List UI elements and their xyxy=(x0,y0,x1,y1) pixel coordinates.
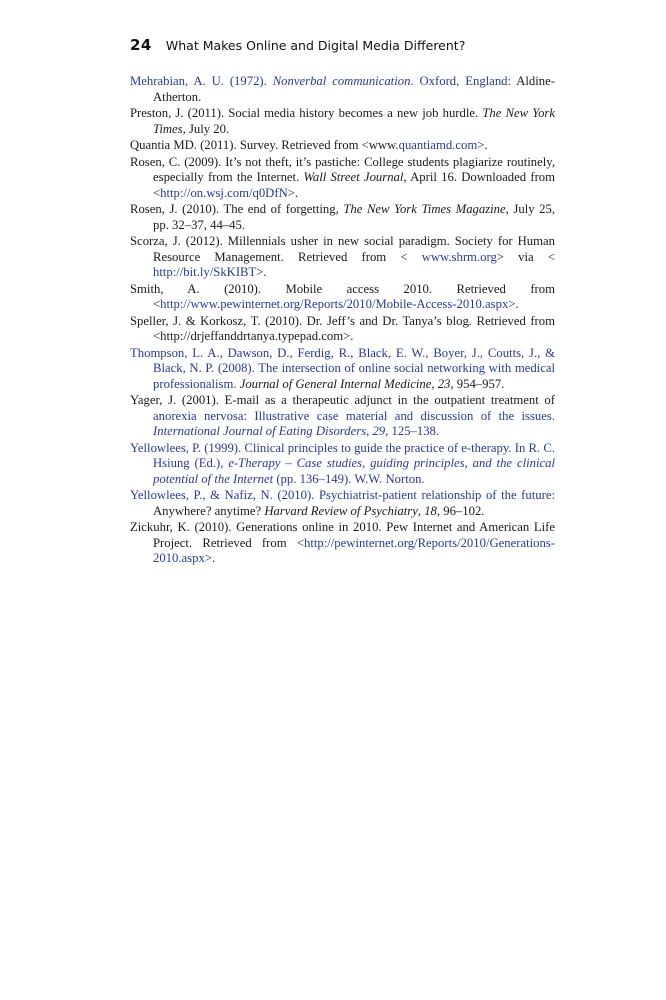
reference-entry xyxy=(130,202,555,233)
reference-entry xyxy=(130,74,555,105)
reference-text: Zickuhr, K. (2010). Generations online in 2010. Pew Internet and American Life Project. Retrieved from < xyxy=(130,520,555,550)
reference-text: Mehrabian, A. U. (1972). xyxy=(130,74,273,88)
reference-entry xyxy=(130,106,555,137)
reference-text: Scorza, J. (2012). Millennials usher in new social paradigm. Society for Human Resource Management. Retrieved from < xyxy=(130,234,555,264)
reference-entry xyxy=(130,155,555,202)
reference-entry xyxy=(130,520,555,567)
reference-text: >. xyxy=(508,297,519,311)
reference-text: . Oxford, England: xyxy=(410,74,517,88)
reference-entry xyxy=(130,138,555,154)
reference-text: www.shrm.org xyxy=(421,249,497,264)
reference-text: Wall Street Journal xyxy=(303,170,404,184)
reference-text: Yager, J. (2001). E-mail as a therapeutic adjunct in the outpatient treatment of xyxy=(130,393,555,407)
reference-text: Nonverbal communication xyxy=(272,74,411,88)
reference-text: http://pewinternet.org/Reports/2010/Generations-2010.aspx xyxy=(153,535,555,565)
reference-text: , xyxy=(366,424,373,438)
reference-text: , xyxy=(417,503,425,518)
reference-text: International Journal of Eating Disorders xyxy=(153,424,367,438)
reference-text: Thompson, L. A., Dawson, D., Ferdig, R., Black, E. W., Boyer, J., Coutts, J., & Black, N. P. (2008). The intersection of online social networking with medical professionalism. xyxy=(130,345,555,391)
reference-text: Smith, A. (2010). Mobile access 2010. Retrieved from < xyxy=(130,281,555,311)
reference-entry xyxy=(130,393,555,440)
page-number: 24 xyxy=(130,36,152,54)
reference-text: 29 xyxy=(372,424,386,438)
reference-text: Speller, J. & Korkosz, T. (2010). Dr. Jeff’s and Dr. Tanya’s blog. Retrieved from <http://drjeffanddrtanya.typepad.com>. xyxy=(130,313,555,343)
reference-entry xyxy=(130,441,555,488)
reference-text: The New York Times xyxy=(153,106,555,136)
reference-entry xyxy=(130,346,555,393)
reference-text: , 125–138. xyxy=(385,424,440,438)
reference-text: Anywhere? anytime? xyxy=(153,503,265,518)
reference-text: , April 16. Downloaded from < xyxy=(153,170,556,200)
reference-text: , July 20. xyxy=(182,121,230,136)
reference-text: Aldine-Atherton. xyxy=(153,74,555,104)
reference-text: Preston, J. (2011). Social media history becomes a new job hurdle. xyxy=(130,106,483,120)
reference-text: Rosen, J. (2010). The end of forgetting, xyxy=(130,202,344,216)
reference-text: , xyxy=(431,376,438,391)
reference-text: 23 xyxy=(437,376,451,391)
reference-text: (pp. 136–149). W.W. Norton. xyxy=(273,471,425,486)
reference-list xyxy=(130,74,555,568)
reference-text: Yellowlees, P., & Nafiz, N. (2010). Psychiatrist-patient relationship of the future: xyxy=(130,488,555,502)
reference-text: Quantia MD. (2011). Survey. Retrieved from <www. xyxy=(130,138,399,152)
reference-text: , 954–957. xyxy=(450,376,505,391)
reference-text: The New York Times Magazine xyxy=(343,202,506,216)
reference-text: >. xyxy=(477,138,488,152)
reference-entry xyxy=(130,282,555,313)
reference-text: >. xyxy=(204,551,216,565)
reference-entry xyxy=(130,234,555,281)
reference-text: e-Therapy – Case studies, guiding principles, and the clinical potential of the Internet xyxy=(153,456,555,486)
reference-text: quantiamd.com xyxy=(398,138,478,152)
reference-text: >. xyxy=(256,265,267,279)
running-header xyxy=(130,36,570,54)
reference-text: Journal of General Internal Medicine xyxy=(239,376,432,391)
reference-text: anorexia nervosa: Illustrative case material and discussion of the issues. xyxy=(153,408,555,423)
reference-text: Yellowlees, P. (1999). Clinical principles to guide the practice of e-therapy. In R. C. Hsiung (Ed.), xyxy=(130,440,555,470)
reference-text: , 96–102. xyxy=(436,503,485,518)
reference-text: http://on.wsj.com/q0DfN xyxy=(160,185,288,200)
running-title: What Makes Online and Digital Media Different? xyxy=(165,38,466,53)
reference-text: http://www.pewinternet.org/Reports/2010/Mobile-Access-2010.aspx xyxy=(160,297,509,311)
reference-text: >. xyxy=(287,185,299,200)
reference-text: 18 xyxy=(424,503,437,518)
reference-text: , July 25, pp. 32–37, 44–45. xyxy=(153,202,555,232)
reference-text: Harvard Review of Psychiatry xyxy=(264,503,418,518)
reference-text: Rosen, C. (2009). It’s not theft, it’s pastiche: College students plagiarize routinely, especially from the Internet. xyxy=(130,154,555,184)
reference-entry xyxy=(130,488,555,519)
reference-text: http://bit.ly/SkKIBT xyxy=(153,265,257,279)
reference-text: > via < xyxy=(496,249,555,264)
reference-entry xyxy=(130,314,555,345)
